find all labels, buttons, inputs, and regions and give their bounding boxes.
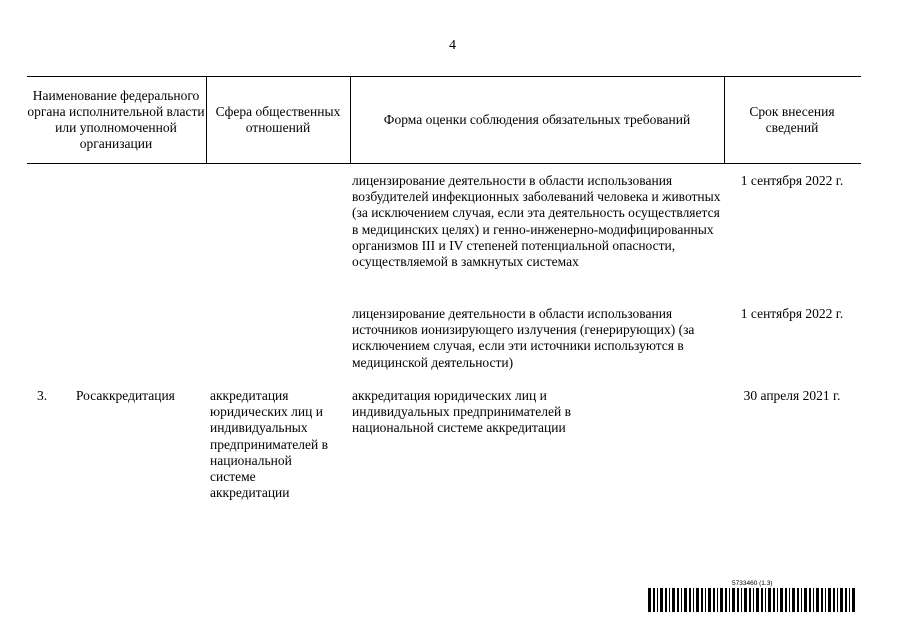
header-divider [350, 76, 351, 163]
row-1-srok: 1 сентября 2022 г. [740, 173, 844, 188]
header-col-organ: Наименование федерального органа исполнительной власти или уполномоченной организации [27, 88, 205, 151]
row-3-organ: Росаккредитация [76, 388, 175, 403]
barcode-label: 5733460 (1.3) [732, 580, 773, 587]
header-col-srok: Срок внесения сведений [749, 104, 835, 135]
header-divider [724, 76, 725, 163]
page-number: 4 [449, 38, 456, 53]
row-2-srok: 1 сентября 2022 г. [740, 306, 844, 321]
row-1-forma: лицензирование деятельности в области использования возбудителей инфекционных заболеваний человека и животных (за исключением случая, если эта деятельность осуществляется в медицинских целях) и генно-инженерно-модифицированных организмов III и IV степеней потенциальной опасности, осуществляемой в замкнутых системах [352, 173, 721, 270]
row-3-number: 3. [37, 388, 48, 403]
header-col-sfera: Сфера общественных отношений [215, 104, 341, 135]
row-3-forma: аккредитация юридических лиц и индивидуальных предпринимателей в национальной системе аккредитации [352, 388, 571, 436]
header-bottom-rule [27, 163, 861, 164]
row-2-forma: лицензирование деятельности в области использования источников ионизирующего излучения (генерирующих) (за исключением случая, если эти источники используются в медицинской деятельности) [352, 306, 695, 370]
header-top-rule [27, 76, 861, 77]
barcode-image [648, 588, 858, 612]
row-3-sfera: аккредитация юридических лиц и индивидуальных предпринимателей в национальной системе аккредитации [210, 388, 328, 501]
row-3-srok: 30 апреля 2021 г. [743, 388, 841, 403]
header-divider [206, 76, 207, 163]
header-col-forma: Форма оценки соблюдения обязательных требований [383, 112, 691, 127]
